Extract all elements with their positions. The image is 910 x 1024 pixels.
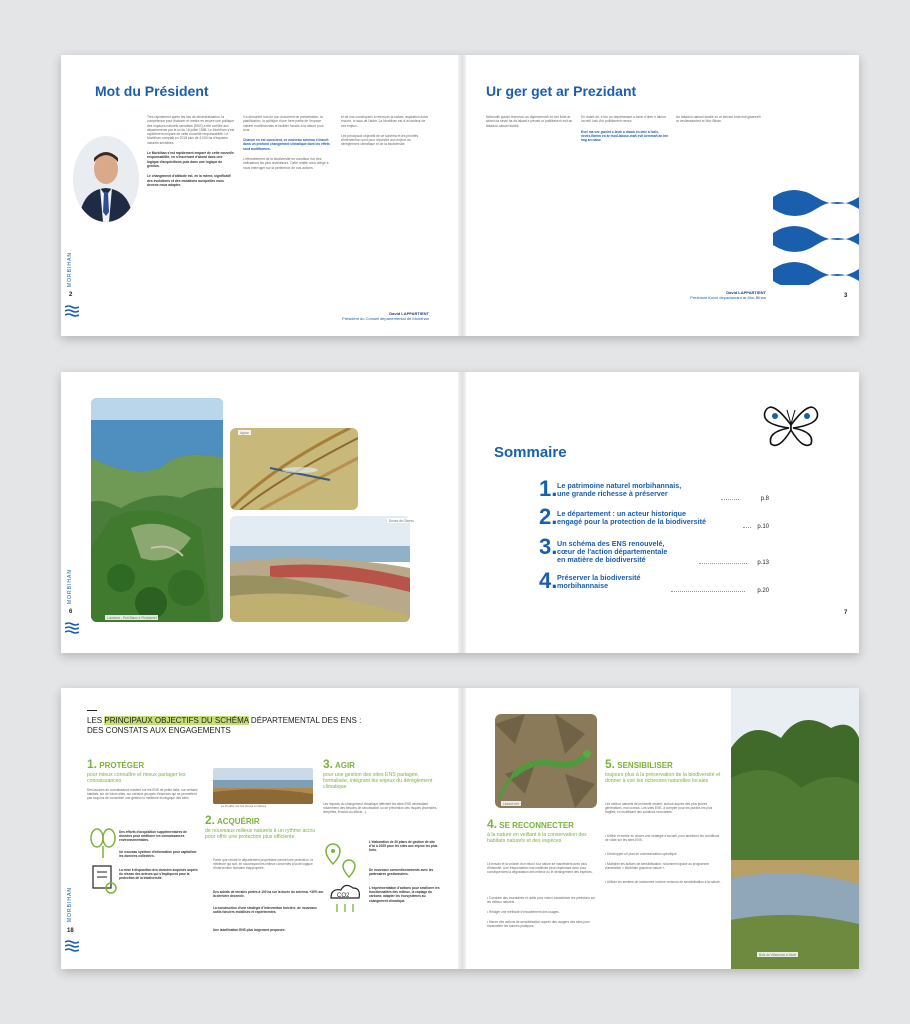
objective-2-point: La construction d'une stratégie d'intervention foncière, de nouveaux outils fonciers mobilisés et expérimentés.: [213, 906, 317, 915]
marsh-photo: [213, 768, 313, 804]
photo-caption: Agrion: [240, 430, 250, 435]
objective-4-text: Le besoin et la volonté d'un retour à la nature se manifestent avec plus d'intensité. Une fréquentation mal maîtrisée peut cependant avoir pour conséquences la dégradation des milieux ou le dérangement des espèces.: [487, 862, 593, 875]
paragraph: Chacun en est conscient, ce nouveau schéma s'inscrit dans un profond changement climatique dont les effets sont multiformes.: [243, 138, 330, 151]
paragraph: An takadoù naturel kizidik zo ur binvioù bras evit gwareziñ ar vevliesseurted er Mor-Bihan.: [676, 115, 761, 124]
toc-page: p.13: [757, 560, 769, 566]
dragonfly-photo: [230, 428, 358, 510]
brand-vertical-label: MORBIHAN: [67, 887, 73, 922]
objective-3-point: L'expérimentation d'actions pour améliorer les fonctionnalités des milieux, la captage du carbone, adapter les écosystèmes au changement climatique.: [369, 886, 440, 903]
coastline-photo: [230, 516, 410, 622]
toc-number: 1.: [539, 476, 558, 501]
butterfly-icon: [761, 402, 821, 448]
objective-4-point: • Conduire des inventaires et outils pour mieux caractériser les pressions sur les milieux naturels.: [487, 896, 596, 905]
objective-2-subtitle: de nouveaux milieux naturels à un rythme accru pour offrir une protection plus efficiente: [205, 828, 316, 840]
toc-number: 2.: [539, 504, 558, 529]
book-gutter: [458, 55, 466, 336]
toc-item[interactable]: [539, 534, 769, 568]
page-title-br: Ur ger get ar Prezidant: [486, 83, 637, 99]
wave-logo-icon: [65, 622, 79, 635]
paragraph: et de nos concitoyens à retrouver la nature, aspiration avive encore, à nous de l'aider. La Morbihan est à la hauteur de ces enjeux.: [341, 115, 429, 128]
objective-3-text: Les impacts du changement climatique affectent les sites ENS nécessitant notamment des besoins de sécurisation ou de prévention des risques (incendies, tempêtes, érosion du littoral...).: [323, 802, 438, 815]
decorative-waves-icon: [773, 185, 859, 285]
spread-sommaire: [61, 372, 859, 653]
objective-1-heading: 1. PROTÉGER: [87, 757, 145, 771]
aerial-coast-photo: [91, 398, 223, 622]
objective-2-point: Une labellisation ENS plus largement proposée.: [213, 928, 286, 932]
toc-item[interactable]: [539, 504, 769, 532]
toc-leader: [699, 563, 747, 564]
location-pin-icon: [323, 840, 363, 925]
toc-label: Préserver la biodiversité morbihannaise: [557, 573, 641, 590]
signature-name: David LAPPARTIENT: [389, 311, 429, 316]
wave-logo-icon: [65, 940, 79, 953]
paragraph: L'effondrement de la biodiversité en constitue l'un des indicateurs les plus révélateurs. Cette réalité nous oblige à nous interroger sur la pertinence de nos actions.: [243, 157, 329, 170]
title-rule: [87, 710, 97, 711]
objective-5-text: Les milieux naturels de proximité restent, surtout auprès des plus jeunes générations, mal connus. Les sites ENS, à compter pour les publics les plus fragiles, en mobilisant des solutions innovantes.: [605, 802, 713, 815]
objective-3-point: De nouveaux conventionnements avec les partenaires gestionnaires.: [369, 868, 434, 877]
toc-label: Un schéma des ENS renouvelé, cœur de l'action départementale en matière de biodiversité: [557, 539, 668, 564]
signature-block: [341, 311, 429, 321]
toc-page: p.8: [760, 496, 769, 502]
text-column-6: [676, 115, 764, 124]
photo-caption: Bois de Villeneuve à Séné: [759, 952, 797, 957]
spread-objectives: [61, 688, 859, 969]
objective-1-point: La mise à disposition des données acquises auprès du réseau des acteurs qui s'impliquent pour la protection de la biodiversité.: [119, 868, 198, 881]
objective-1-point: Des efforts d'acquisition supplémentaires de données pour améliorer les connaissances environnementales.: [119, 830, 187, 843]
photo-caption: Lézard vert: [503, 801, 519, 806]
objective-2-heading: 2. ACQUÉRIR: [205, 813, 260, 827]
page-number: 3: [844, 293, 848, 299]
toc-leader: [671, 591, 745, 592]
toc-page: p.20: [757, 588, 769, 594]
photo-caption: Dunes de Gâvres: [389, 518, 414, 523]
objective-4-point: • Mener des actions de sensibilisation auprès des usagers des sites pour transmettre les bonnes pratiques.: [487, 920, 590, 929]
paragraph: Il a démontré lors de son document de présentation, la planification, la politique d'une forte partie de l'espace naturel morbihannais et faciliter l'accès à la nature pour tous.: [243, 115, 324, 132]
signature-role: Président du Conseil départemental du Morbihan: [342, 316, 429, 321]
president-portrait: [73, 136, 139, 222]
objective-2-point: Des achats de terrains portés à 100 ha sur la durée du schéma, +30% sur la dernière décennie.: [213, 890, 324, 899]
objective-2-text: Parce que rendre le département propriétaire permet une protection, la meilleure qui soit, en soustrayant les milieux concernés à toute logique d'intervention humaine inappropriée.: [213, 858, 313, 871]
toc-item[interactable]: [539, 476, 769, 504]
objective-3-heading: 3. AGIR: [323, 757, 355, 771]
spread-president-message: [61, 55, 859, 336]
page-number: 2: [69, 292, 73, 298]
paragraph: Nebeudik goude lezennoù an digreizennañ eo bet fiziet ar skiant da sevel ha da lakaat e pleustr ur politikerezh evit an takadoù naturel kizidik.: [486, 115, 573, 128]
sommaire-title: Sommaire: [494, 444, 567, 461]
paragraph: Les principaux objectifs de ce schéma et les priorités d'intervention sont pour répondre aux enjeux du dérèglement climatique et de la biodiversité.: [341, 133, 419, 147]
objective-1-subtitle: pour mieux connaître et mieux partager les connaissances: [87, 772, 186, 784]
objective-5-heading: 5. SENSIBILISER: [605, 757, 673, 771]
brand-vertical-label: MORBIHAN: [67, 569, 73, 604]
paragraph: Le Morbihan s'est rapidement emparé de cette nouvelle responsabilité, en s'inscrivant d'abord dans une logique d'acquisitions puis dans une logique de gestion.: [147, 151, 234, 168]
text-column-5: [581, 115, 669, 142]
lizard-photo: [495, 714, 597, 808]
toc-number: 4.: [539, 568, 558, 593]
objective-4-point: • Rédiger une méthode d'encadrement des usages.: [487, 910, 560, 914]
svg-text:CO2: CO2: [337, 893, 350, 899]
objective-5-point: • Développer un plan de communication spécifique.: [605, 852, 678, 856]
toc-leader: [743, 527, 751, 528]
toc-item[interactable]: [539, 568, 769, 596]
toc-label: Le patrimoine naturel morbihannais, une grande richesse à préserver: [557, 481, 682, 498]
objective-4-subtitle: à la nature en veillant à la conservation des habitats naturels et des espèces: [487, 832, 587, 844]
objective-1-point: Un nouveau système d'information pour capitaliser les données collectées.: [119, 850, 197, 859]
text-column-2: [243, 115, 331, 170]
toc-number: 3.: [539, 534, 558, 559]
text-column-3: [341, 115, 429, 147]
objective-5-point: • Définir et mettre en œuvre une stratégie d'accueil, pour améliorer les conditions de visite sur les sites ENS.: [605, 834, 720, 843]
paragraph: En doare-se, e teu an departamant a-benn d'ober e labour ha reiñ lusk d'ur politikerezh nevez.: [581, 115, 667, 124]
text-column-4: [486, 115, 574, 128]
toc-label: Le département : un acteur historique engagé pour la protection de la biodiversité: [557, 509, 706, 526]
paragraph: Le changement d'attitude est, en la même, significatif des évolutions et des mutations auxquelles nous devons nous adapter.: [147, 174, 231, 187]
plant-icon: [89, 828, 117, 903]
paragraph: Evel ma vez gwelet e-leizh a draoù en deiz a hiziv, nevez-flamm eo ar mod-labour-mañ evit kemmañ an hin hag an natur.: [581, 129, 669, 143]
text-column-1: [147, 115, 235, 187]
brand-vertical-label: MORBIHAN: [67, 252, 73, 287]
signature-role: Prezidant Kuzul departamant ar Mor-Bihan: [690, 295, 766, 300]
wave-logo-icon: [65, 305, 79, 318]
objective-5-subtitle: toujours plus à la préservation de la biodiversité et donner à voir les richesses naturelles locales: [605, 772, 721, 784]
objective-3-subtitle: pour une gestion des sites ENS partagée, formalisée, intégrant les enjeux du dérèglement climatique: [323, 772, 433, 790]
objective-1-text: Des lacunes de connaissance existent sur les ENS de petite taille, sur certains habitats, sur de futurs sites, sur certains groupes d'espèces qui ne permettent pas toujours de consolider une gestion la meilleure écologique des sites.: [87, 788, 198, 801]
page-number: 6: [69, 609, 73, 615]
objective-4-heading: 4. SE RECONNECTER: [487, 817, 574, 831]
photo-caption: Lotokeno - Port Blanc à Plouharnel: [107, 615, 157, 620]
paragraph: Très rapidement après les lois de décentralisation, la compétence pour élaborer et mettre en œuvre une politique des espaces naturels sensibles (ENS) a été confiée aux départements par la loi du 18 juillet 1985. Le Morbihan s'est rapidement emparé de cette nouvelle responsabilité. Le Morbihan comptait en 2018 plus de 4 000 ha d'espaces naturels sensibles.: [147, 115, 235, 145]
photo-caption: Le Poulfot sur les dunes à Gâvres: [221, 804, 267, 808]
page-number: 7: [844, 610, 848, 616]
page-number: 18: [67, 928, 74, 934]
toc-leader: [721, 499, 739, 500]
page-title-fr: Mot du Président: [95, 83, 209, 99]
signature-block-br: [671, 290, 766, 300]
toc-page: p.10: [757, 524, 769, 530]
objective-5-point: • Multiplier les actions de sensibilisation, notamment grâce au programme d'animation « Morbihan grandeur nature ».: [605, 862, 710, 871]
signature-name: David LAPPARTIENT: [726, 290, 766, 295]
forest-pond-photo: [731, 688, 859, 969]
book-gutter: [458, 372, 466, 653]
book-gutter: [458, 688, 466, 969]
objective-3-point: L'élaboration de 20 plans de gestion de site d'ici à 2025 pour les sites aux enjeux les plus forts.: [369, 840, 438, 853]
objectives-title: LES PRINCIPAUX OBJECTIFS DU SCHÉMA DÉPARTEMENTAL DES ENS : DES CONSTATS AUX ENGAGEMENTS: [87, 716, 362, 735]
objective-5-point: • Utiliser les sentiers de randonnée comme vecteurs de sensibilisation à la nature.: [605, 880, 721, 884]
